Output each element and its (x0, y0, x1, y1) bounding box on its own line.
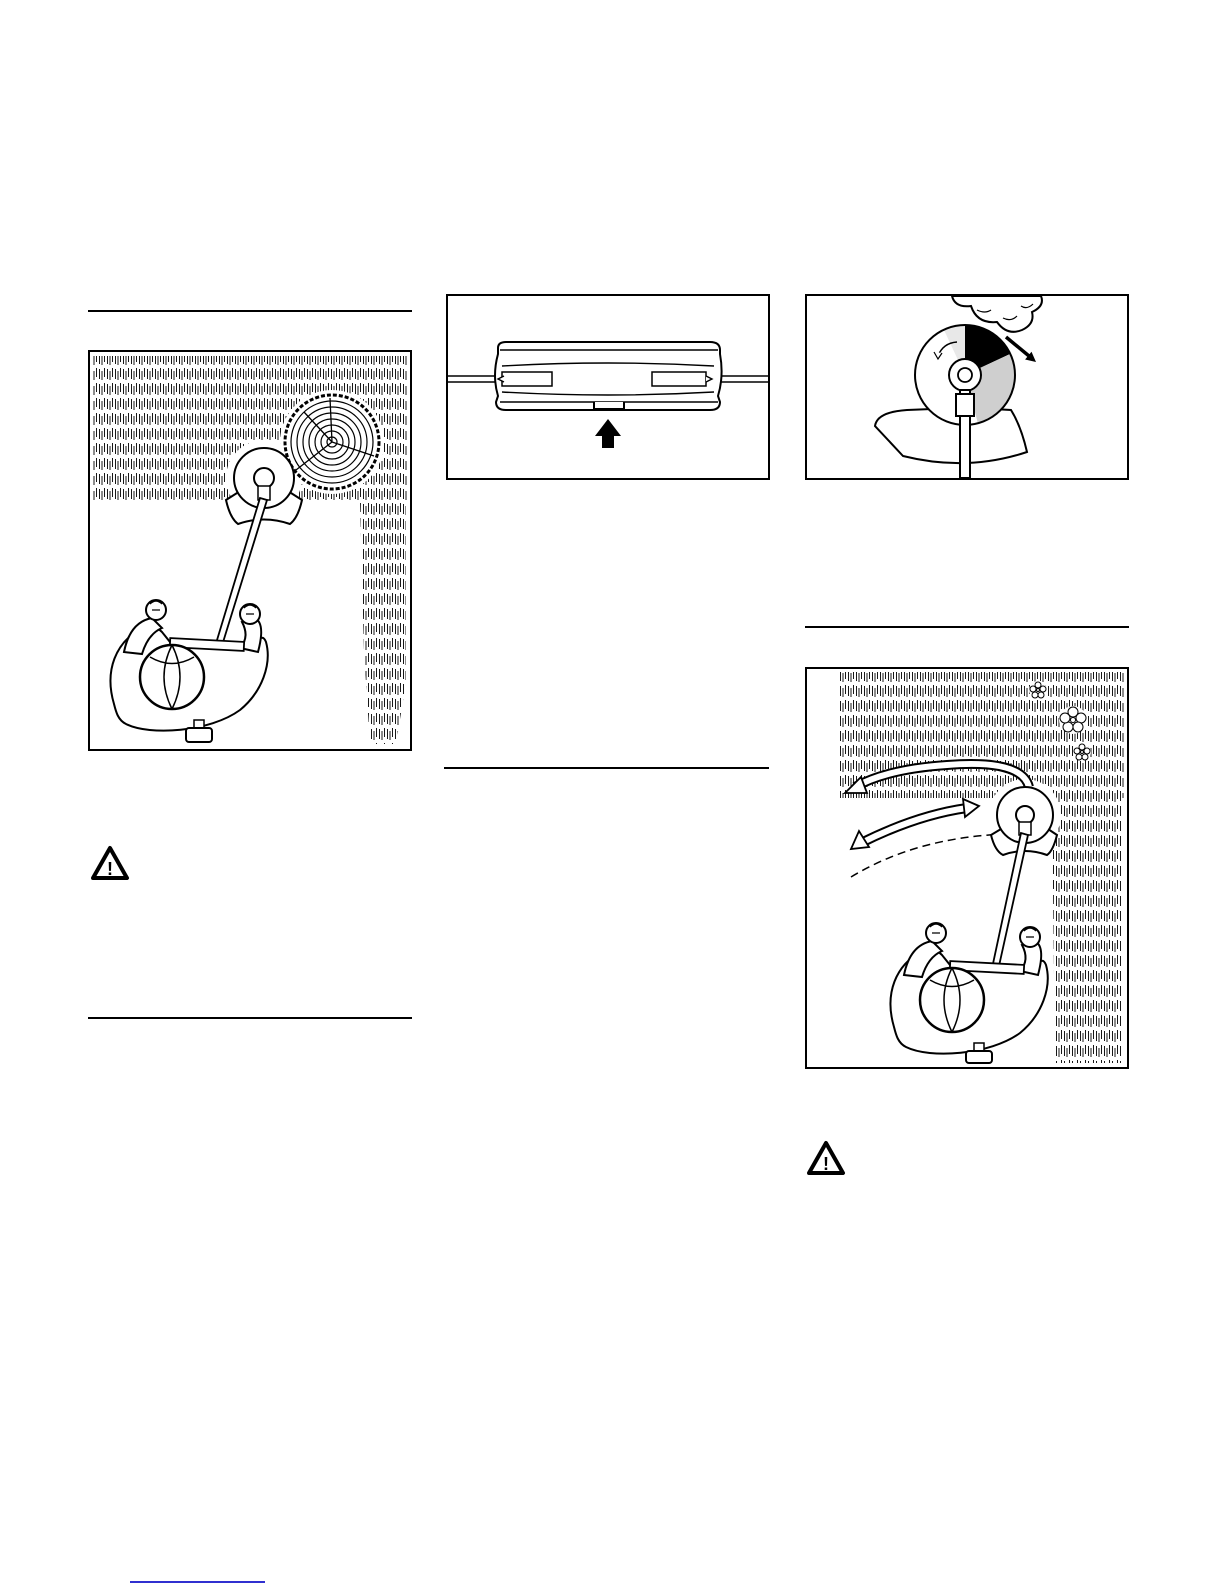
figure-mowing-sweep (805, 667, 1129, 1069)
figure-kickback-zone (805, 294, 1129, 480)
kickback-zone-illustration (807, 296, 1127, 478)
figure-line-spool (446, 294, 770, 480)
mowing-sweep-illustration (807, 669, 1127, 1067)
push-arrow-icon (595, 419, 621, 448)
section-rule (444, 767, 769, 769)
release-button (594, 402, 624, 409)
spool-housing (495, 342, 722, 410)
line-spool-illustration (448, 296, 768, 478)
operator (890, 923, 1047, 1063)
section-rule (88, 310, 412, 312)
figure-tree-stump-trimming (88, 350, 412, 751)
sweep-double-arrow-icon (851, 799, 979, 849)
tree-stump-trimming-illustration (90, 352, 410, 749)
warning-glyph: ! (107, 859, 113, 879)
section-rule (88, 1017, 412, 1019)
tree-stump (285, 395, 379, 489)
trimmer-shaft (991, 833, 1028, 975)
section-rule (805, 626, 1129, 628)
warning-triangle-icon (806, 1140, 846, 1176)
footer-link[interactable] (130, 1581, 265, 1583)
warning-glyph: ! (823, 1154, 829, 1174)
warning-triangle-icon (90, 845, 130, 881)
operator (110, 600, 267, 742)
